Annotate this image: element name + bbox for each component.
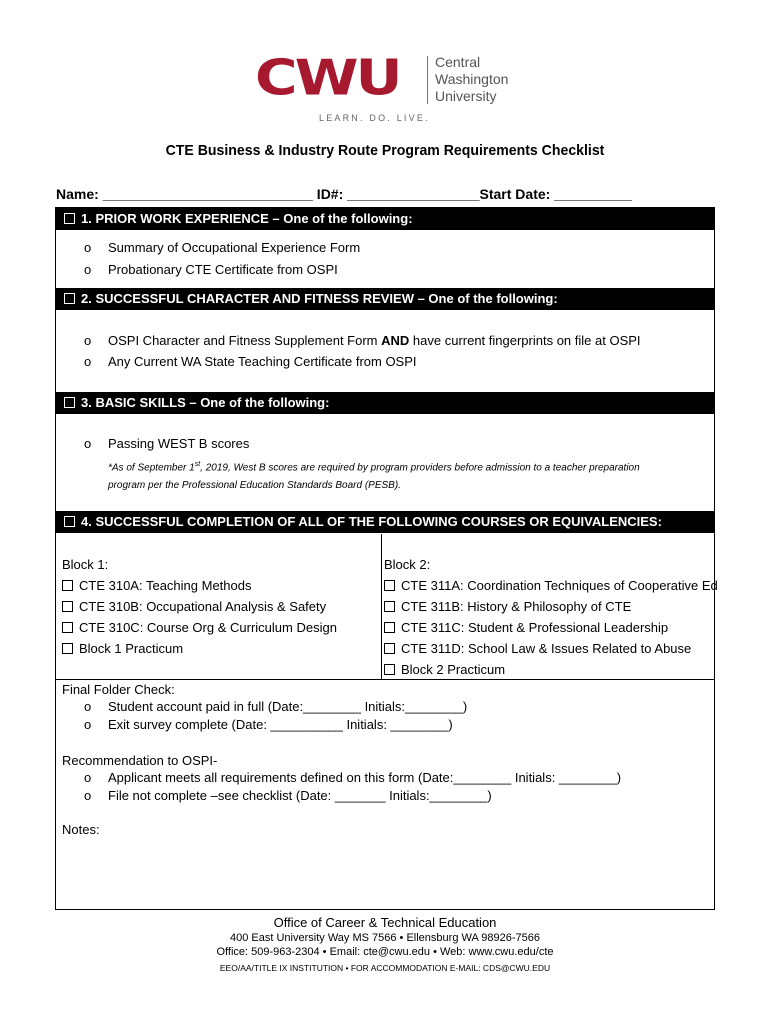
divider: [56, 679, 714, 680]
course-item[interactable]: CTE 311B: History & Philosophy of CTE: [384, 596, 718, 617]
logo-name-line: Central: [435, 54, 481, 70]
list-item: o OSPI Character and Fitness Supplement Form AND have current fingerprints on file at OSPI: [84, 333, 641, 348]
course-item[interactable]: Block 1 Practicum: [62, 638, 337, 659]
course-item[interactable]: CTE 310A: Teaching Methods: [62, 575, 337, 596]
list-item: o Applicant meets all requirements defined on this form (Date:________ Initials: ________): [84, 770, 622, 785]
name-field[interactable]: Name: ___________________________: [56, 186, 313, 202]
logo-name-line: University: [435, 88, 497, 104]
course-item[interactable]: CTE 310C: Course Org & Curriculum Design: [62, 617, 337, 638]
footer-office: Office of Career & Technical Education: [273, 915, 497, 930]
start-date-field[interactable]: Start Date: __________: [479, 186, 633, 202]
course-item[interactable]: CTE 311D: School Law & Issues Related to Abuse: [384, 638, 718, 659]
block-divider: [381, 534, 382, 680]
course-item[interactable]: Block 2 Practicum: [384, 659, 718, 680]
list-item: o Any Current WA State Teaching Certificate from OSPI: [84, 354, 417, 369]
west-b-note: *As of September 1st, 2019, West B scores are required by program providers before admission to a teacher preparation program per the Professional Education Standards Board (PESB).: [108, 461, 640, 492]
list-item: o Passing WEST B scores: [84, 436, 250, 451]
block-2-label: Block 2:: [384, 557, 431, 572]
block-1-label: Block 1:: [62, 557, 109, 572]
footer-contact: Office: 509-963-2304 • Email: cte@cwu.edu • Web: www.cwu.edu/cte: [216, 946, 554, 958]
id-field[interactable]: ID#: _________________: [312, 186, 480, 202]
section-3-checkbox[interactable]: [64, 397, 75, 408]
logo-university-name: [435, 54, 508, 105]
checkbox[interactable]: [62, 643, 73, 654]
footer-address: 400 East University Way MS 7566 • Ellensburg WA 98926-7566: [230, 932, 540, 944]
final-check-label: Final Folder Check:: [62, 682, 175, 697]
checkbox[interactable]: [384, 622, 395, 633]
course-item[interactable]: CTE 311C: Student & Professional Leadership: [384, 617, 718, 638]
logo-separator: [427, 56, 428, 104]
list-item: o Exit survey complete (Date: __________ Initials: ________): [84, 717, 453, 732]
logo-name-line: Washington: [435, 71, 509, 87]
checkbox[interactable]: [62, 580, 73, 591]
block-1: [62, 554, 337, 659]
recommendation-label: Recommendation to OSPI-: [62, 753, 218, 768]
checkbox[interactable]: [62, 622, 73, 633]
list-item: o File not complete –see checklist (Date: _______ Initials:________): [84, 788, 492, 803]
list-item: o Probationary CTE Certificate from OSPI: [84, 262, 338, 277]
block-2: [384, 554, 718, 680]
section-4-checkbox[interactable]: [64, 516, 75, 527]
section-1-checkbox[interactable]: [64, 213, 75, 224]
logo-tagline: LEARN. DO. LIVE.: [319, 113, 430, 123]
notes-label: Notes:: [62, 822, 100, 837]
course-item[interactable]: CTE 311A: Coordination Techniques of Cooperative Ed: [384, 575, 718, 596]
course-item[interactable]: CTE 310B: Occupational Analysis & Safety: [62, 596, 337, 617]
student-info-row: [56, 186, 632, 202]
cwu-logo: [255, 50, 525, 130]
section-3-heading: 3. BASIC SKILLS – One of the following:: [56, 392, 714, 414]
checkbox[interactable]: [384, 643, 395, 654]
footer-eeo: EEO/AA/TITLE IX INSTITUTION • FOR ACCOMMODATION E-MAIL: CDS@CWU.EDU: [219, 963, 551, 973]
checkbox[interactable]: [384, 601, 395, 612]
section-4-heading: 4. SUCCESSFUL COMPLETION OF ALL OF THE FOLLOWING COURSES OR EQUIVALENCIES:: [56, 511, 714, 533]
section-1-heading: 1. PRIOR WORK EXPERIENCE – One of the following:: [56, 208, 714, 230]
page-title: CTE Business & Industry Route Program Requirements Checklist: [165, 142, 605, 159]
logo-mark: CWU: [255, 48, 400, 107]
checklist-box: [55, 207, 718, 910]
checkbox[interactable]: [384, 664, 395, 675]
checkbox[interactable]: [384, 580, 395, 591]
list-item: o Student account paid in full (Date:________ Initials:________): [84, 699, 468, 714]
section-2-heading: 2. SUCCESSFUL CHARACTER AND FITNESS REVIEW – One of the following:: [56, 288, 714, 310]
section-2-checkbox[interactable]: [64, 293, 75, 304]
list-item: o Summary of Occupational Experience Form: [84, 240, 361, 255]
checkbox[interactable]: [62, 601, 73, 612]
